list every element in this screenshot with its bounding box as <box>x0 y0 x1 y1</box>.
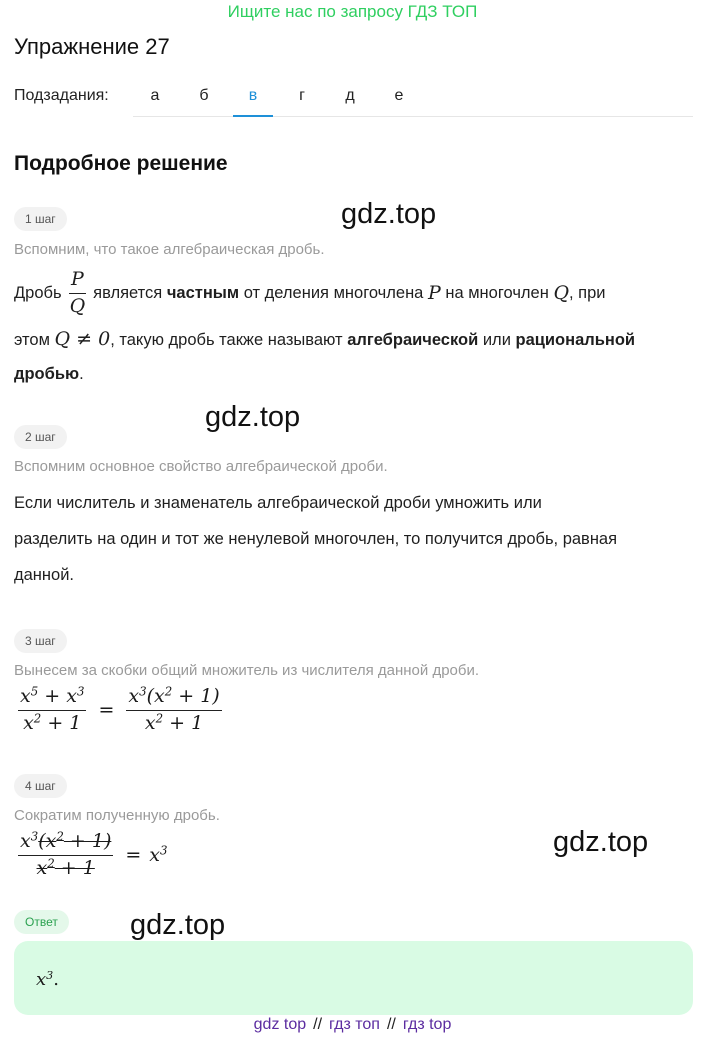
tab-d[interactable]: д <box>345 87 355 104</box>
equals-sign: = <box>98 699 115 722</box>
step-1-line-3 <box>14 356 694 392</box>
text: Дробь <box>14 284 62 302</box>
tab-e[interactable]: е <box>394 87 404 104</box>
cancelled-factor: $(x^2 + 1)$ <box>38 829 112 852</box>
step-4-formula <box>14 831 168 880</box>
equals-sign: = <box>125 844 142 867</box>
step-1-line-1 <box>14 265 694 321</box>
step-4-hint: Сократим полученную дробь. <box>14 807 220 824</box>
watermark: gdz.top <box>205 401 301 433</box>
text: на многочлен <box>445 284 549 302</box>
tab-a[interactable]: а <box>150 87 160 104</box>
tab-g[interactable]: г <box>299 87 305 104</box>
tab-v[interactable]: в <box>233 76 273 117</box>
text: от деления многочлена <box>243 284 424 302</box>
footer-link-2[interactable]: гдз топ <box>329 1016 380 1033</box>
cancelled-factor: $x^2 + 1$ <box>36 856 95 879</box>
step-4-badge: 4 шаг <box>14 774 67 798</box>
numerator: P <box>69 269 86 294</box>
step-3-hint: Вынесем за скобки общий множитель из числителя данной дроби. <box>14 662 480 679</box>
tab-b[interactable]: б <box>199 87 209 104</box>
subtasks-tabs <box>133 76 693 117</box>
math-q: Q <box>553 282 570 304</box>
step-2-line-1: Если числитель и знаменатель алгебраической дроби умножить или <box>14 494 542 512</box>
text: или <box>482 331 511 349</box>
step-2-hint: Вспомним основное свойство алгебраической дроби. <box>14 458 388 475</box>
text: , такую дробь также называют <box>110 331 343 349</box>
footer-separator: // <box>386 1016 396 1033</box>
fraction-cancelled <box>18 831 113 880</box>
answer-value: $x^3$. <box>36 968 59 990</box>
top-banner[interactable]: Ищите нас по запросу ГДЗ ТОП <box>227 2 478 21</box>
step-1-hint: Вспомним, что такое алгебраическая дробь. <box>14 241 325 258</box>
denominator: Q <box>69 294 86 317</box>
text: этом <box>14 331 50 349</box>
watermark: gdz.top <box>341 198 437 230</box>
bold-term: рациональной <box>515 331 636 349</box>
fraction-left <box>18 686 86 735</box>
footer-separator: // <box>313 1016 323 1033</box>
page-title: Упражнение 27 <box>14 34 170 59</box>
numerator: $x^3(x^2 + 1)$ <box>18 831 113 856</box>
answer-box <box>14 941 693 1015</box>
numerator: $x^5 + x^3$ <box>18 686 86 711</box>
step-1-line-2 <box>14 321 694 358</box>
step-2-line-3: данной. <box>14 566 75 584</box>
math-q-neq-0: Q ≠ 0 <box>54 328 111 350</box>
denominator: $x^2 + 1$ <box>23 711 82 734</box>
answer-badge: Ответ <box>14 910 69 934</box>
step-3-badge: 3 шаг <box>14 629 67 653</box>
footer-link-1[interactable]: gdz top <box>253 1016 307 1033</box>
bold-term: дробью <box>14 365 80 383</box>
watermark: gdz.top <box>130 909 226 941</box>
numerator: $x^3(x^2 + 1)$ <box>126 686 221 711</box>
watermark: gdz.top <box>553 826 649 858</box>
bold-term: алгебраической <box>347 331 479 349</box>
denominator <box>35 856 97 880</box>
step-2-text <box>14 485 694 593</box>
solution-title: Подробное решение <box>14 152 228 175</box>
text: является <box>93 284 163 302</box>
step-2-line-2: разделить на один и тот же ненулевой многочлен, то получится дробь, равная <box>14 530 618 548</box>
subtasks-label: Подзадания: <box>14 87 109 104</box>
footer-link-3[interactable]: гдз top <box>402 1016 452 1033</box>
bold-term: частным <box>166 284 240 302</box>
step-2-badge: 2 шаг <box>14 425 67 449</box>
text: , при <box>569 284 606 302</box>
footer-links <box>0 1016 705 1034</box>
fraction-p-over-q <box>68 269 88 318</box>
step-1-text <box>14 265 694 392</box>
math-p: P <box>427 282 441 304</box>
denominator: $x^2 + 1$ <box>144 711 204 734</box>
result: $x^3$ <box>149 843 168 867</box>
step-3-formula <box>14 686 226 735</box>
text: . <box>79 365 84 383</box>
step-1-badge: 1 шаг <box>14 207 67 231</box>
fraction-right <box>126 686 221 735</box>
